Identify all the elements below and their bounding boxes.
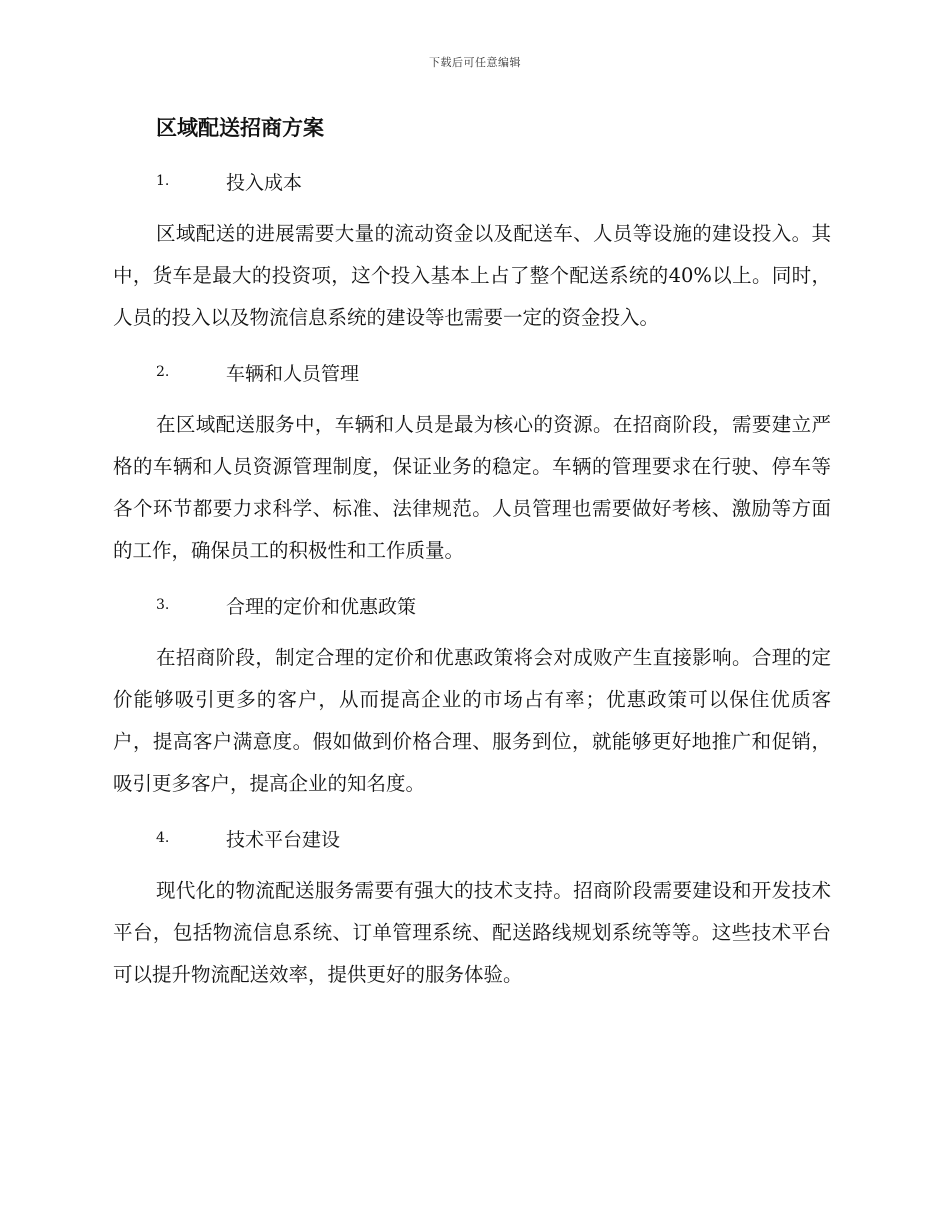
section-heading: [113, 818, 831, 858]
document-body: [113, 108, 831, 996]
section-paragraph: 区域配送的进展需要大量的流动资金以及配送车、人员等设施的建设投入。其中，货车是最大的投资项，这个投入基本上占了整个配送系统的40%以上。同时，人员的投入以及物流信息系统的建设等也需要一定的资金投入。: [113, 222, 831, 329]
header-note: 下载后可任意编辑: [429, 56, 521, 69]
section-number: 2.: [156, 364, 170, 380]
section-number: 4.: [156, 830, 170, 846]
section-heading: [113, 352, 831, 392]
section-heading: [113, 585, 831, 625]
section-paragraph: 在区域配送服务中，车辆和人员是最为核心的资源。在招商阶段，需要建立严格的车辆和人员资源管理制度，保证业务的稳定。车辆的管理要求在行驶、停车等各个环节都要力求科学、标准、法律规范。人员管理也需要做好考核、激励等方面的工作，确保员工的积极性和工作质量。: [113, 413, 831, 562]
section-number: 3.: [156, 597, 170, 613]
document-title: 区域配送招商方案: [156, 115, 324, 140]
section-4: [113, 818, 831, 996]
section-title: 合理的定价和优惠政策: [226, 595, 417, 618]
section-title: 投入成本: [226, 171, 303, 194]
section-paragraph: 在招商阶段，制定合理的定价和优惠政策将会对成败产生直接影响。合理的定价能够吸引更多的客户，从而提高企业的市场占有率；优惠政策可以保住优质客户，提高客户满意度。假如做到价格合理、服务到位，就能够更好地推广和促销，吸引更多客户，提高企业的知名度。: [113, 646, 831, 795]
section-heading: [113, 161, 831, 201]
section-2: [113, 352, 831, 572]
section-title: 技术平台建设: [226, 828, 341, 851]
section-title: 车辆和人员管理: [226, 362, 360, 385]
section-1: [113, 161, 831, 339]
section-paragraph: 现代化的物流配送服务需要有强大的技术支持。招商阶段需要建设和开发技术平台，包括物流信息系统、订单管理系统、配送路线规划系统等等。这些技术平台可以提升物流配送效率，提供更好的服务体验。: [113, 879, 831, 986]
section-3: [113, 585, 831, 805]
section-number: 1.: [156, 173, 170, 189]
